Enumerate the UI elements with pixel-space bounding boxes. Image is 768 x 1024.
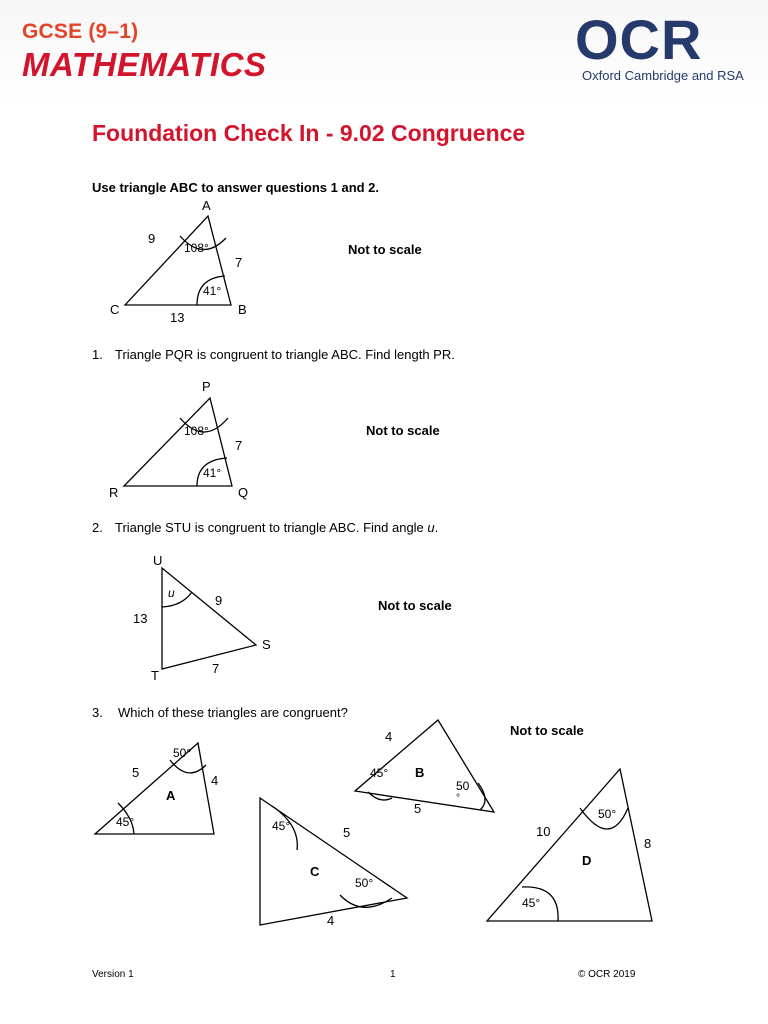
footer-copyright: © OCR 2019 <box>578 969 636 980</box>
footer-page-number: 1 <box>390 969 396 980</box>
q3b-angle-right-degree: ° <box>456 793 460 804</box>
q3c-angle-top: 45° <box>272 819 291 833</box>
angle-label-b: 41° <box>203 284 222 298</box>
q3-number: 3. <box>92 705 103 720</box>
side-label-ut: 13 <box>133 611 148 626</box>
q3a-arc-top <box>170 760 206 773</box>
vertex-label-r: R <box>109 485 119 500</box>
q3c-side-1: 5 <box>343 825 351 840</box>
triangle-q3-d <box>487 769 652 921</box>
angle-label-a: 108° <box>184 241 209 255</box>
angle-arc-u <box>162 592 192 607</box>
q1-text: Triangle PQR is congruent to triangle ABC. Find length PR. <box>115 347 455 362</box>
q3b-name: B <box>415 765 425 780</box>
angle-label-p: 108° <box>184 424 209 438</box>
q3a-name: A <box>166 788 176 803</box>
subject-label: MATHEMATICS <box>22 46 267 83</box>
q3c-side-2: 4 <box>327 913 335 928</box>
q1-number: 1. <box>92 347 103 362</box>
side-label-ab: 7 <box>235 255 243 270</box>
q3c-name: C <box>310 864 320 879</box>
q3d-side-2: 8 <box>644 836 652 851</box>
side-label-us: 9 <box>215 593 223 608</box>
q3b-side-1: 4 <box>385 729 393 744</box>
q3d-side-1: 10 <box>536 824 551 839</box>
angle-label-u: u <box>168 586 175 600</box>
q2-number: 2. <box>92 520 103 535</box>
q2-text-end: . <box>434 520 439 535</box>
ocr-logo: OCR <box>575 8 703 71</box>
triangle-stu <box>162 568 256 669</box>
q3d-angle-top: 50° <box>598 807 617 821</box>
triangle-q3-c <box>260 798 407 925</box>
vertex-label-b: B <box>238 302 247 317</box>
not-to-scale-stu: Not to scale <box>378 598 452 613</box>
q2-text-main: Triangle STU is congruent to triangle ABC. Find angle <box>115 520 428 535</box>
footer-version: Version 1 <box>92 969 134 980</box>
q3b-side-2: 5 <box>414 801 422 816</box>
q3a-angle-top: 50° <box>173 746 192 760</box>
side-label-pq: 7 <box>235 438 243 453</box>
q3a-side-1: 5 <box>132 765 140 780</box>
q3a-angle-left: 45° <box>116 815 135 829</box>
triangle-q3-a <box>95 743 214 834</box>
q3d-name: D <box>582 853 592 868</box>
page-title: Foundation Check In - 9.02 Congruence <box>92 120 526 146</box>
q3b-angle-left: 45° <box>370 766 389 780</box>
course-label: GCSE (9–1) <box>22 20 139 43</box>
angle-label-q: 41° <box>203 466 222 480</box>
intro-text: Use triangle ABC to answer questions 1 and 2. <box>92 180 380 195</box>
not-to-scale-q3: Not to scale <box>510 723 584 738</box>
q3b-angle-right: 50 <box>456 779 470 793</box>
ocr-logo-tagline: Oxford Cambridge and RSA <box>582 68 744 83</box>
side-label-cb: 13 <box>170 310 185 325</box>
vertex-label-p: P <box>202 379 211 394</box>
q2-text-variable: u <box>427 520 435 535</box>
q3d-angle-left: 45° <box>522 896 541 910</box>
vertex-label-u: U <box>153 553 163 568</box>
q3c-angle-right: 50° <box>355 876 374 890</box>
vertex-label-t: T <box>151 668 159 683</box>
side-label-ts: 7 <box>212 661 220 676</box>
q2-text <box>115 520 438 535</box>
q3-text: Which of these triangles are congruent? <box>118 705 348 720</box>
not-to-scale-abc: Not to scale <box>348 242 422 257</box>
vertex-label-c: C <box>110 302 120 317</box>
vertex-label-s: S <box>262 637 271 652</box>
side-label-ac: 9 <box>148 231 156 246</box>
vertex-label-a: A <box>202 198 211 213</box>
q3a-side-2: 4 <box>211 773 219 788</box>
vertex-label-q: Q <box>238 485 249 500</box>
not-to-scale-pqr: Not to scale <box>366 423 440 438</box>
